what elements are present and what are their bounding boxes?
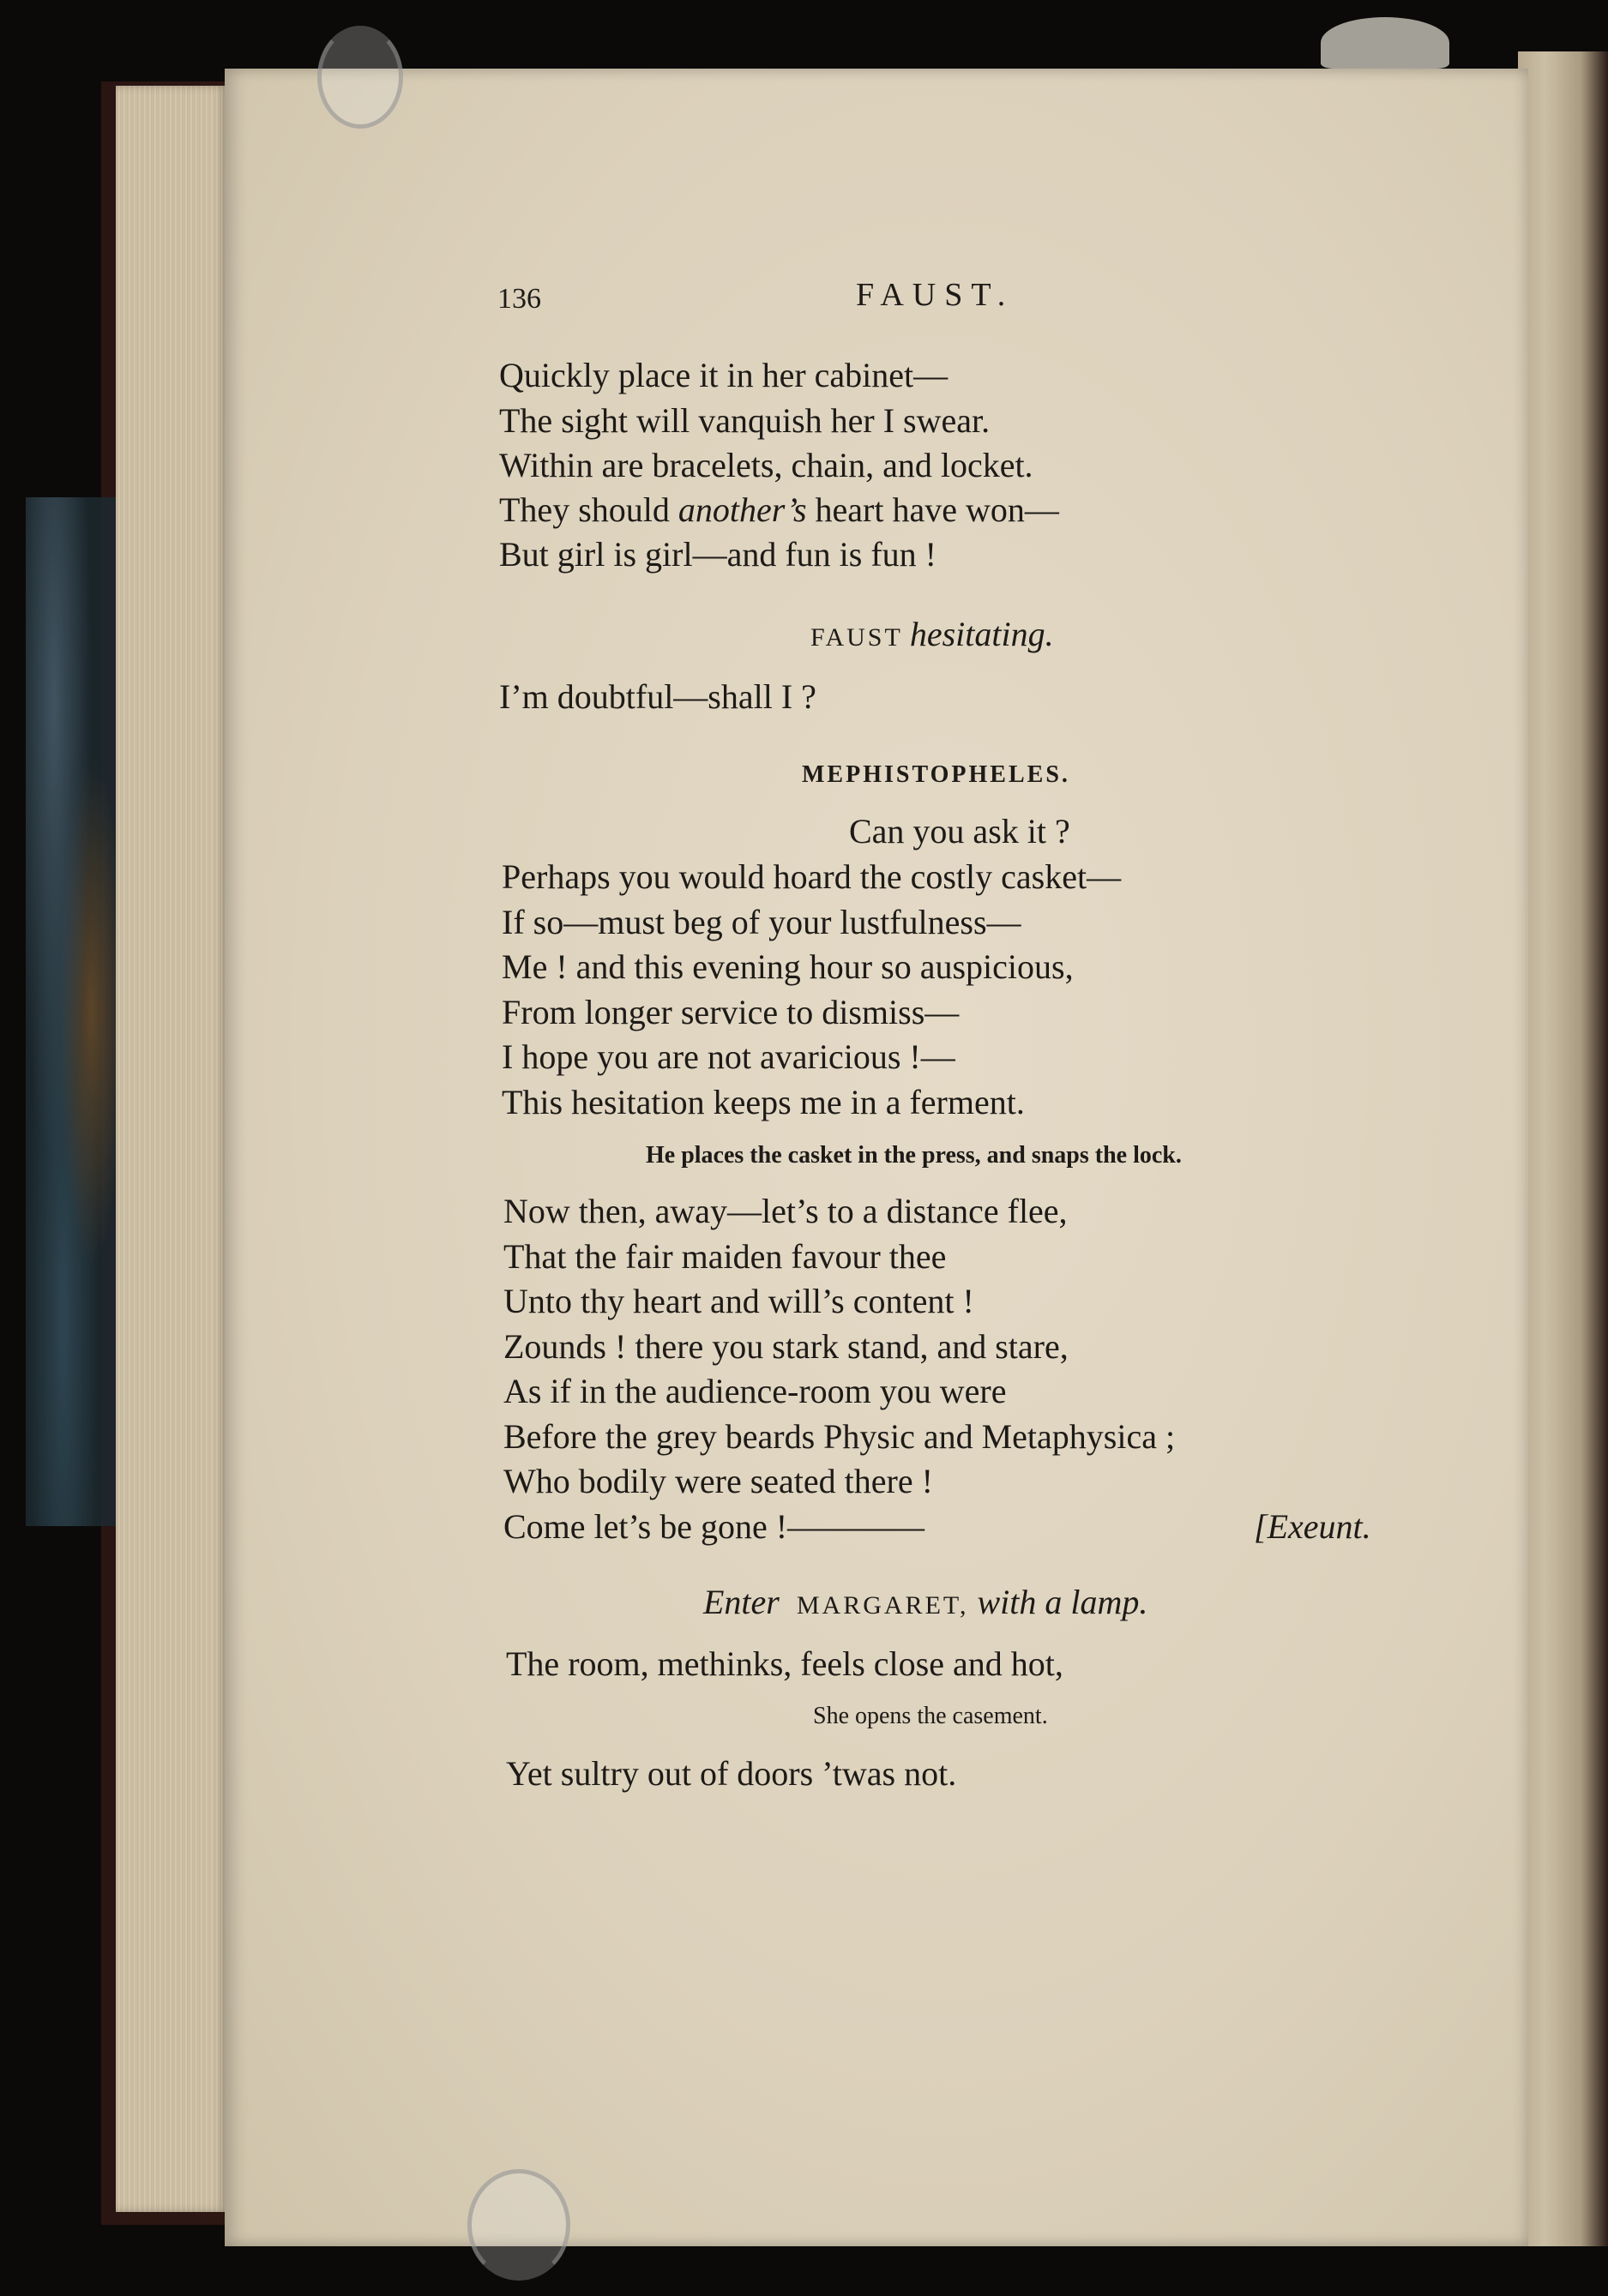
verse-line: As if in the audience-room you were — [503, 1372, 1007, 1410]
verse-line: I hope you are not avaricious !— — [502, 1037, 955, 1076]
running-title: FAUST. — [856, 277, 1015, 313]
verse-line: Come let’s be gone !———— — [503, 1507, 925, 1546]
speaker-heading: MEPHISTOPHELES. — [802, 761, 1070, 788]
page-clip-bottom — [467, 2169, 570, 2281]
verse-line: Zounds ! there you stark stand, and stare, — [503, 1327, 1069, 1366]
verse-line: The sight will vanquish her I swear. — [499, 401, 991, 440]
stage-direction: He places the casket in the press, and snaps the lock. — [646, 1142, 1182, 1169]
stage-direction-inline: with a lamp. — [977, 1583, 1148, 1621]
marbled-endpaper — [26, 497, 120, 1526]
verse-line: I’m doubtful—shall I ? — [499, 677, 816, 716]
speaker-name: MARGARET, — [796, 1591, 969, 1620]
page-number: 136 — [497, 283, 541, 315]
page-edges-left — [116, 86, 227, 2212]
entrance-heading — [703, 1582, 1147, 1622]
verse-italic: another’s — [678, 490, 807, 529]
speaker-name: FAUST — [810, 623, 903, 652]
verse-line: Before the grey beards Physic and Metaphysica ; — [503, 1417, 1176, 1456]
verse-line: Can you ask it ? — [849, 812, 1070, 850]
verse-line: Perhaps you would hoard the costly casket— — [502, 857, 1122, 896]
verse-segment: They should — [499, 490, 678, 529]
stage-direction-inline: hesitating. — [909, 615, 1054, 653]
verse-line: From longer service to dismiss— — [502, 993, 960, 1031]
paper-tab — [1321, 17, 1449, 69]
stage-direction: She opens the casement. — [813, 1703, 1048, 1729]
exeunt-direction: [Exeunt. — [1254, 1507, 1371, 1546]
page-edge-right — [1518, 51, 1608, 2246]
verse-line: That the fair maiden favour thee — [503, 1237, 947, 1276]
verse-line: Within are bracelets, chain, and locket. — [499, 446, 1033, 484]
page-clip-top — [317, 26, 403, 129]
verse-line: Yet sultry out of doors ’twas not. — [506, 1754, 957, 1793]
verse-segment: heart have won— — [806, 490, 1059, 529]
enter-word: Enter — [703, 1583, 780, 1621]
verse-line: This hesitation keeps me in a ferment. — [502, 1083, 1025, 1121]
verse-line: Unto thy heart and will’s content ! — [503, 1282, 974, 1320]
verse-line: The room, methinks, feels close and hot, — [506, 1644, 1063, 1683]
verse-line: But girl is girl—and fun is fun ! — [499, 535, 936, 574]
verse-line: If so—must beg of your lustfulness— — [502, 903, 1021, 941]
verse-line: Now then, away—let’s to a distance flee, — [503, 1192, 1068, 1230]
verse-line: Quickly place it in her cabinet— — [499, 356, 949, 394]
verse-line — [499, 488, 1059, 532]
verse-line: Me ! and this evening hour so auspicious, — [502, 947, 1074, 986]
speaker-heading — [810, 614, 1054, 654]
verse-line: Who bodily were seated there ! — [503, 1462, 933, 1500]
